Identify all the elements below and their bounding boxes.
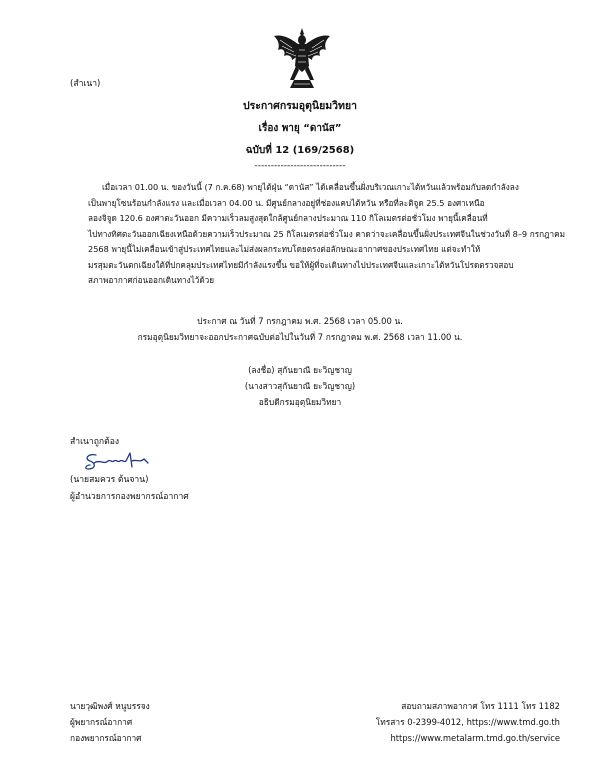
certified-copy-label: สำเนาถูกต้อง	[70, 437, 120, 447]
body-line: เป็นพายุโซนร้อนกำลังแรง และเมื่อเวลา 04.00 น. มีศูนย์กลางอยู่ที่ช่องแคบไต้หวัน หรือที่ละติจูด 25.5 องศาเหนือ	[88, 197, 485, 208]
issue-number: ฉบับที่ 12 (169/2568)	[245, 145, 355, 156]
signed-by: (ลงชื่อ) สุกันยาณี ยะวิญชาญ	[248, 365, 352, 375]
fax-website: โทรสาร 0-2399-4012, https://www.tmd.go.th	[375, 717, 560, 727]
body-line: มรสุมตะวันตกเฉียงใต้ที่ปกคลุมประเทศไทยมีกำลังแรงขึ้น ขอให้ผู้ที่จะเดินทางไปประเทศจีนและเกาะไต้หวันโปรดตรวจสอบ	[88, 259, 514, 270]
subject-line: เรื่อง พายุ “ดานัส”	[258, 123, 342, 134]
signature-block	[0, 362, 600, 410]
body-line: สภาพอากาศก่อนออกเดินทางไว้ด้วย	[88, 275, 215, 285]
forecaster-division: กองพยากรณ์อากาศ	[70, 733, 142, 743]
body-line: ลองจิจูด 120.6 องศาตะวันออก มีความเร็วลมสูงสุดใกล้ศูนย์กลางประมาณ 110 กิโลเมตรต่อชั่วโมง พายุนี้เคลื่อนที่	[88, 213, 488, 223]
page-title: ประกาศกรมอุตุนิยมวิทยา	[242, 100, 358, 112]
garuda-emblem-icon	[272, 26, 332, 92]
signatory-position: อธิบดีกรมอุตุนิยมวิทยา	[258, 397, 342, 407]
handwritten-signature-icon	[82, 449, 154, 473]
footer-left	[70, 698, 150, 746]
announcement-date: ประกาศ ณ วันที่ 7 กรกฎาคม พ.ศ. 2568 เวลา 05.00 น.	[197, 316, 403, 326]
next-announcement: กรมอุตุนิยมวิทยาจะออกประกาศฉบับต่อไปในวันที่ 7 กรกฎาคม พ.ศ. 2568 เวลา 11.00 น.	[137, 332, 463, 342]
service-link[interactable]: https://www.metalarm.tmd.go.th/service	[390, 733, 560, 743]
forecaster-position: ผู้พยากรณ์อากาศ	[70, 717, 133, 727]
weather-hotline: สอบถามสภาพอากาศ โทร 1111 โทร 1182	[401, 701, 560, 711]
certifier-name: (นายสมควร ต้นจาน)	[70, 475, 149, 485]
separator-line: ----------------------------	[254, 161, 346, 171]
body-paragraph	[88, 180, 566, 289]
copy-label: (สำเนา)	[70, 79, 101, 89]
signatory-name: (นางสาวสุกันยาณี ยะวิญชาญ)	[244, 381, 356, 391]
certifier-position: ผู้อำนวยการกองพยากรณ์อากาศ	[70, 492, 189, 502]
body-line: ไปทางทิศตะวันออกเฉียงเหนือด้วยความเร็วประมาณ 25 กิโลเมตรต่อชั่วโมง คาดว่าจะเคลื่อนขึ้นฝั่งประเทศจีนในช่วงวันที่ 8–9 กรกฎาคม	[88, 228, 566, 239]
body-line: เมื่อเวลา 01.00 น. ของวันนี้ (7 ก.ค.68) พายุไต้ฝุ่น “ดานัส” ได้เคลื่อนขึ้นฝั่งบริเวณเกาะไต้หวันแล้วพร้อมกับลดกำลังลง	[102, 182, 519, 192]
body-line: 2568 พายุนี้ไม่เคลื่อนเข้าสู่ประเทศไทยและไม่ส่งผลกระทบโดยตรงต่อลักษณะอากาศของประเทศไทย แต่จะทำให้	[88, 244, 481, 254]
footer-right	[376, 698, 560, 746]
forecaster-name: นายวุฒิพงศ์ หนูบรรจง	[70, 701, 150, 711]
